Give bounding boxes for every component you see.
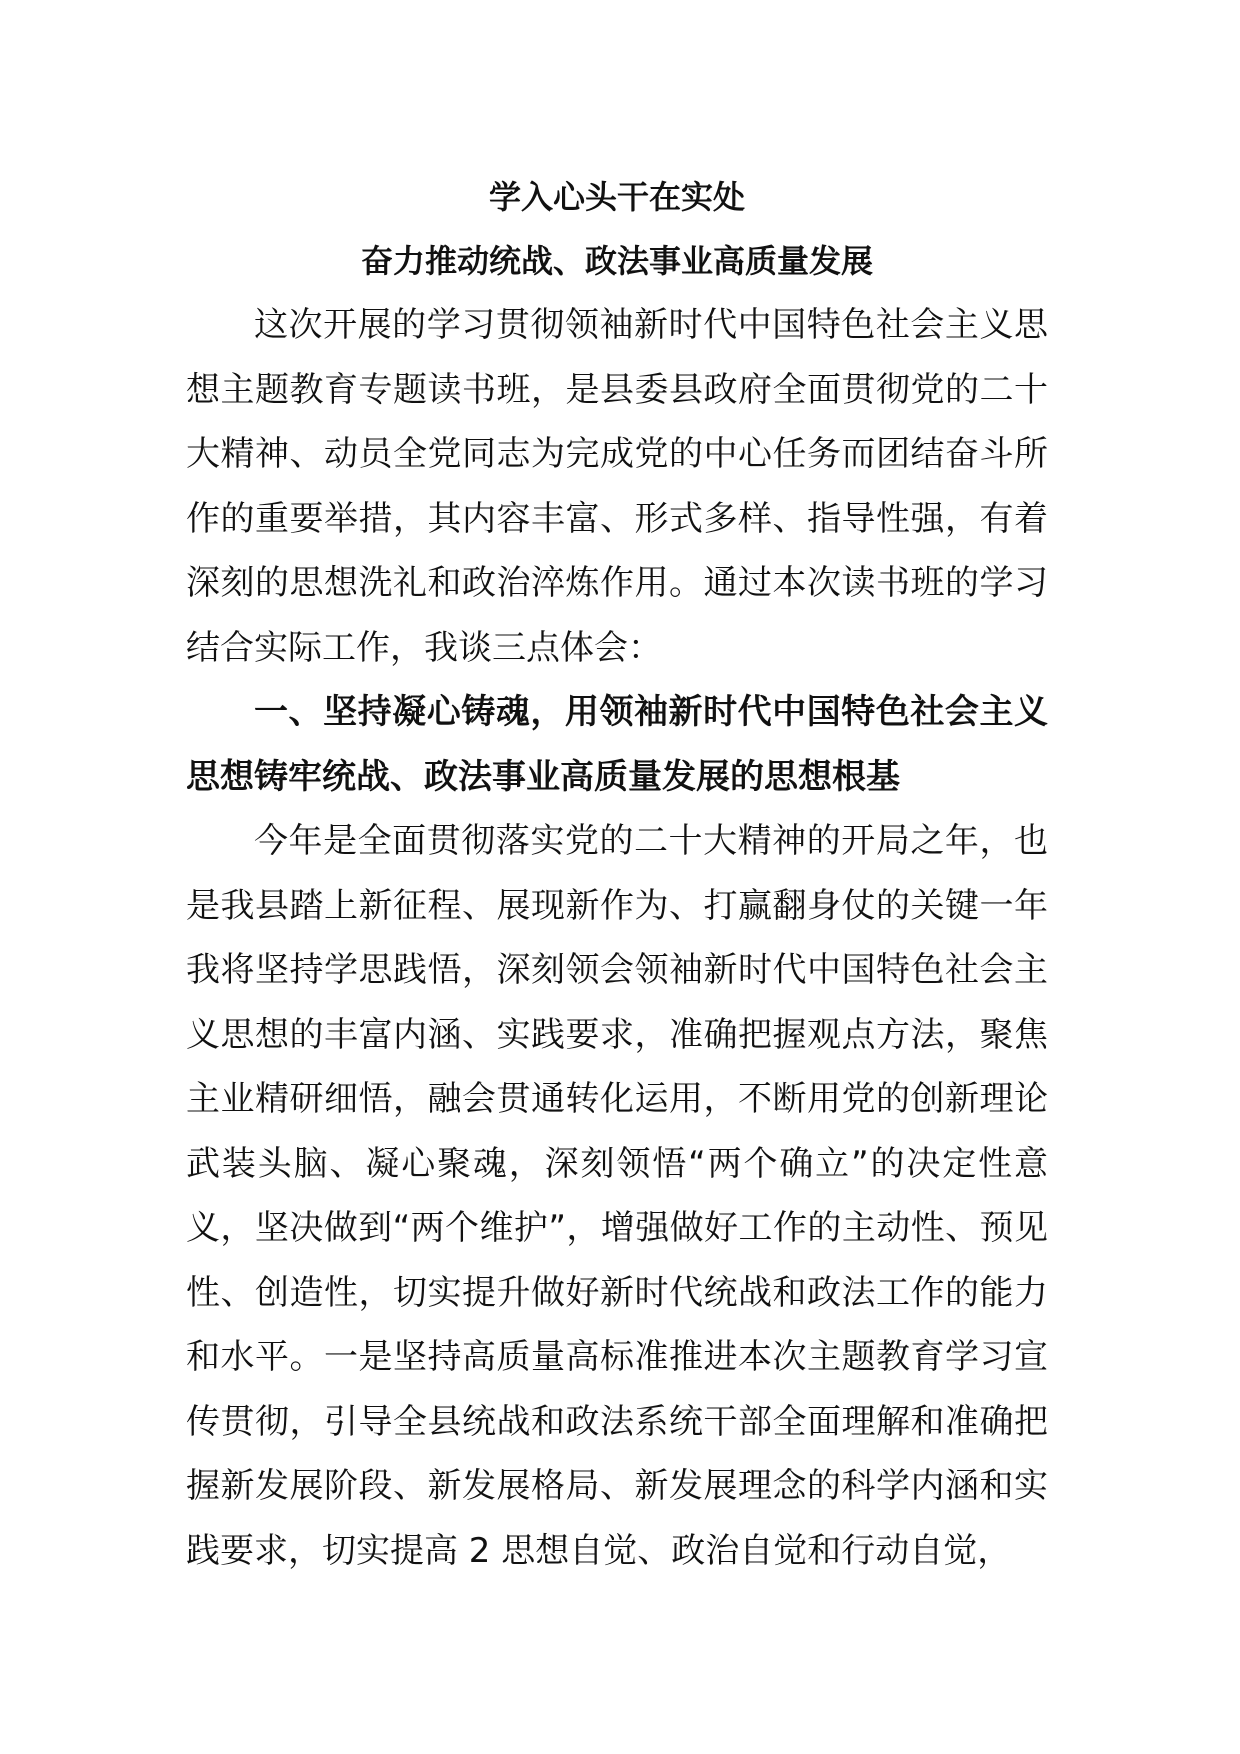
paragraph-intro: 这次开展的学习贯彻领袖新时代中国特色社会主义思想主题教育专题读书班，是县委县政府全面贯彻党的二十大精神、动员全党同志为完成党的中心任务而团结奋斗所作的重要举措，其内容丰富、形式多样、指导性强，有着深刻的思想洗礼和政治淬炼作用。通过本次读书班的学习结合实际工作，我谈三点体会： [186,305,1048,668]
section-heading-1: 一、坚持凝心铸魂，用领袖新时代中国特色社会主义思想铸牢统战、政法事业高质量发展的思想根基 [186,692,1048,797]
document-title-line-1: 学入心头干在实处 [488,178,745,216]
document-title-line-2: 奋力推动统战、政法事业高质量发展 [360,242,873,280]
document-body [186,165,1048,1583]
paragraph-section-1: 今年是全面贯彻落实党的二十大精神的开局之年，也是我县踏上新征程、展现新作为、打赢翻身仗的关键一年我将坚持学思践悟，深刻领会领袖新时代中国特色社会主义思想的丰富内涵、实践要求，准确把握观点方法，聚焦主业精研细悟，融会贯通转化运用，不断用党的创新理论武装头脑、凝心聚魂，深刻领悟“两个确立”的决定性意义，坚决做到“两个维护”，增强做好工作的主动性、预见性、创造性，切实提升做好新时代统战和政法工作的能力和水平。一是坚持高质量高标准推进本次主题教育学习宣传贯彻，引导全县统战和政法系统干部全面理解和准确把握新发展阶段、新发展格局、新发展理念的科学内涵和实践要求，切实提高 2 思想自觉、政治自觉和行动自觉， [186,821,1048,1571]
